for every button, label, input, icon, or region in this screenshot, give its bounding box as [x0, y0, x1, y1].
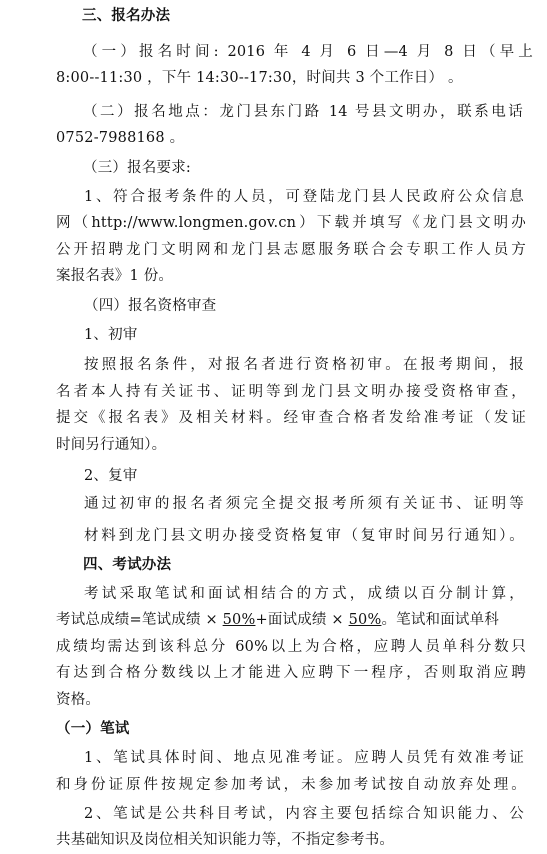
formula-percent: 50%: [222, 612, 256, 628]
paragraph-line: 名者本人持有关证书、证明等到龙门县文明办接受资格审查，: [56, 384, 526, 400]
subsection-heading-written-exam: （一）笔试: [56, 720, 130, 737]
paragraph-line: 0752-7988168 。: [56, 130, 185, 146]
subsection-heading: 1、初审: [84, 327, 138, 343]
section-heading-exam: 四、考试办法: [83, 556, 172, 573]
paragraph-line: （一）报名时间: 2016 年 4 月 6 日—4 月 8 日（早上: [83, 44, 533, 60]
paragraph-line: 成绩均需达到该科总分 60%以上为合格，应聘人员单科分数只: [56, 639, 526, 655]
paragraph-line: 资格。: [56, 692, 101, 708]
formula-text: 。笔试和面试单科: [381, 612, 500, 628]
paragraph-line: 2、笔试是公共科目考试，内容主要包括综合知识能力、公: [84, 806, 524, 822]
section-heading-registration: 三、报名办法: [82, 7, 171, 24]
paragraph-line: 公开招聘龙门文明网和龙门县志愿服务联合会专职工作人员方: [56, 242, 526, 258]
subsection-heading: （三）报名要求:: [83, 160, 191, 176]
paragraph-line: 1、笔试具体时间、地点见准考证。应聘人员凭有效准考证: [84, 750, 524, 766]
paragraph-line: 提交《报名表》及相关材料。经审查合格者发给准考证（发证: [56, 410, 526, 426]
paragraph-line: 材料到龙门县文明办接受资格复审（复审时间另行通知）。: [84, 528, 524, 544]
paragraph-line: 1、符合报考条件的人员，可登陆龙门县人民政府公众信息: [84, 189, 524, 205]
formula-line: [56, 610, 499, 630]
paragraph-line: 考试采取笔试和面试相结合的方式，成绩以百分制计算，: [84, 586, 524, 602]
paragraph-line: 通过初审的报名者须完全提交报考所须有关证书、证明等: [84, 496, 524, 512]
paragraph-line: 8:00--11:30 ，下午 14:30--17:30，时间共 3 个工作日） 。: [56, 70, 463, 86]
paragraph-line: 有达到合格分数线以上才能进入应聘下一程序，否则取消应聘: [56, 665, 526, 681]
paragraph-line: 案报名表》1 份。: [56, 268, 174, 284]
paragraph-line: （二）报名地点：龙门县东门路 14 号县文明办，联系电话: [83, 104, 523, 120]
formula-percent: 50%: [348, 612, 382, 628]
subsection-heading: 2、复审: [84, 468, 138, 484]
paragraph-line: 和身份证原件按规定参加考试，未参加考试按自动放弃处理。: [56, 777, 526, 793]
formula-text: 考试总成绩=笔试成绩 ×: [56, 612, 223, 628]
paragraph-line: 共基础知识及岗位相关知识能力等，不指定参考书。: [56, 832, 395, 848]
paragraph-line: 时间另行通知）。: [56, 437, 167, 453]
formula-text: +面试成绩 ×: [255, 612, 349, 628]
subsection-heading: （四）报名资格审查: [84, 298, 217, 314]
paragraph-line: 网（http://www.longmen.gov.cn）下载并填写《龙门县文明办: [56, 215, 526, 231]
paragraph-line: 按照报名条件，对报名者进行资格初审。在报考期间，报: [84, 357, 524, 373]
